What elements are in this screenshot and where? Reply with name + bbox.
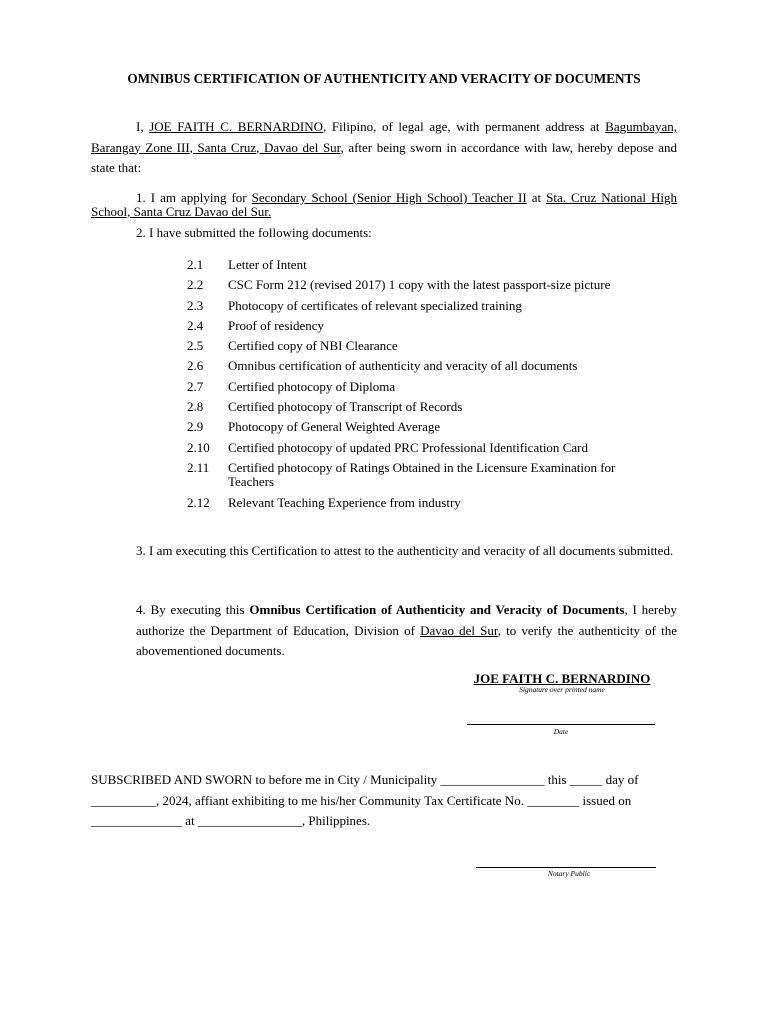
list-item-text: Letter of Intent bbox=[228, 257, 307, 272]
list-item-text: Certified photocopy of Transcript of Records bbox=[228, 399, 463, 415]
list-item bbox=[187, 278, 667, 293]
item-4-prefix: 4. By executing this bbox=[136, 602, 245, 617]
list-item bbox=[187, 339, 667, 354]
applied-position: Secondary School (Senior High School) Teacher II bbox=[251, 190, 527, 205]
signatory-name: JOE FAITH C. BERNARDINO bbox=[473, 671, 651, 686]
list-item bbox=[187, 420, 667, 435]
intro-prefix: I, bbox=[136, 119, 144, 134]
item-4-paragraph bbox=[136, 600, 677, 662]
list-item bbox=[187, 496, 667, 511]
affiant-address: Bagumbayan, Barangay Zone III, Santa Cruz, Davao del Sur bbox=[91, 119, 677, 155]
jurat-line-3: ______________ at ________________, Philippines. bbox=[91, 813, 371, 828]
list-item-text: Photocopy of certificates of relevant specialized training bbox=[228, 297, 522, 313]
list-item-number: 2.12 bbox=[187, 494, 210, 510]
item-1-prefix: 1. I am applying for bbox=[136, 190, 247, 205]
list-item-text: Certified photocopy of updated PRC Professional Identification Card bbox=[228, 439, 588, 455]
list-item bbox=[187, 380, 667, 395]
list-item-number: 2.11 bbox=[187, 459, 210, 475]
school-name: Sta. Cruz National High School, Santa Cruz Davao del Sur. bbox=[91, 190, 678, 219]
list-item-number: 2.7 bbox=[187, 378, 204, 394]
list-item-text: Certified photocopy of Ratings Obtained in the Licensure Examination for Teachers bbox=[228, 459, 616, 490]
list-item-text: Omnibus certification of authenticity and veracity of all documents bbox=[228, 358, 578, 374]
list-item-number: 2.1 bbox=[187, 257, 204, 272]
item-3-paragraph: 3. I am executing this Certification to attest to the authenticity and veracity of all documents submitted. bbox=[136, 543, 674, 558]
affiant-name: JOE FAITH C. BERNARDINO bbox=[149, 119, 323, 134]
list-item-number: 2.10 bbox=[187, 439, 210, 455]
document-title: OMNIBUS CERTIFICATION OF AUTHENTICITY AND VERACITY OF DOCUMENTS bbox=[127, 71, 641, 86]
item-2-heading: 2. I have submitted the following documents: bbox=[136, 225, 372, 240]
intro-mid: , Filipino, of legal age, with permanent address at bbox=[323, 119, 600, 134]
list-item-number: 2.5 bbox=[187, 338, 204, 354]
list-item bbox=[187, 461, 667, 490]
list-item bbox=[187, 319, 667, 334]
list-item bbox=[187, 359, 667, 374]
list-item-number: 2.4 bbox=[187, 317, 204, 333]
jurat-line-2: __________, 2024, affiant exhibiting to me his/her Community Tax Certificate No. ________ issued on bbox=[91, 792, 632, 808]
list-item-number: 2.3 bbox=[187, 297, 204, 313]
list-item-text: CSC Form 212 (revised 2017) 1 copy with the latest passport-size picture bbox=[228, 277, 611, 293]
certification-name: Omnibus Certification of Authenticity and Veracity of Documents bbox=[249, 602, 625, 617]
list-item-text: Relevant Teaching Experience from industry bbox=[228, 494, 461, 510]
item-4-suffix: , to verify the authenticity of the abovementioned documents. bbox=[136, 622, 677, 658]
list-item-text: Photocopy of General Weighted Average bbox=[228, 419, 441, 435]
jurat-paragraph bbox=[91, 770, 691, 832]
division-name: Davao del Sur bbox=[420, 622, 498, 638]
list-item-number: 2.9 bbox=[187, 419, 204, 435]
list-item-number: 2.8 bbox=[187, 399, 204, 415]
item-4-mid: , I hereby authorize the Department of Education, Division of bbox=[136, 602, 678, 638]
intro-suffix: , after being sworn in accordance with law, hereby depose and state that: bbox=[91, 139, 677, 175]
signature-caption: Signature over printed name bbox=[519, 685, 605, 694]
list-item bbox=[187, 400, 667, 415]
item-1-at: at bbox=[531, 190, 542, 205]
notary-caption: Notary Public bbox=[547, 869, 591, 878]
intro-paragraph bbox=[91, 117, 677, 179]
jurat-line-1: SUBSCRIBED AND SWORN to before me in City / Municipality ________________ this _____ day of bbox=[91, 772, 639, 787]
list-item bbox=[187, 258, 667, 273]
date-line bbox=[467, 724, 655, 725]
list-item-text: Certified copy of NBI Clearance bbox=[228, 338, 398, 354]
list-item bbox=[187, 299, 667, 314]
list-item-text: Certified photocopy of Diploma bbox=[228, 378, 396, 394]
list-item-number: 2.6 bbox=[187, 358, 204, 374]
documents-list bbox=[187, 258, 667, 516]
date-caption: Date bbox=[553, 727, 569, 736]
list-item bbox=[187, 441, 667, 456]
list-item-number: 2.2 bbox=[187, 277, 204, 293]
list-item-text: Proof of residency bbox=[228, 317, 325, 333]
item-1-paragraph bbox=[91, 191, 677, 219]
